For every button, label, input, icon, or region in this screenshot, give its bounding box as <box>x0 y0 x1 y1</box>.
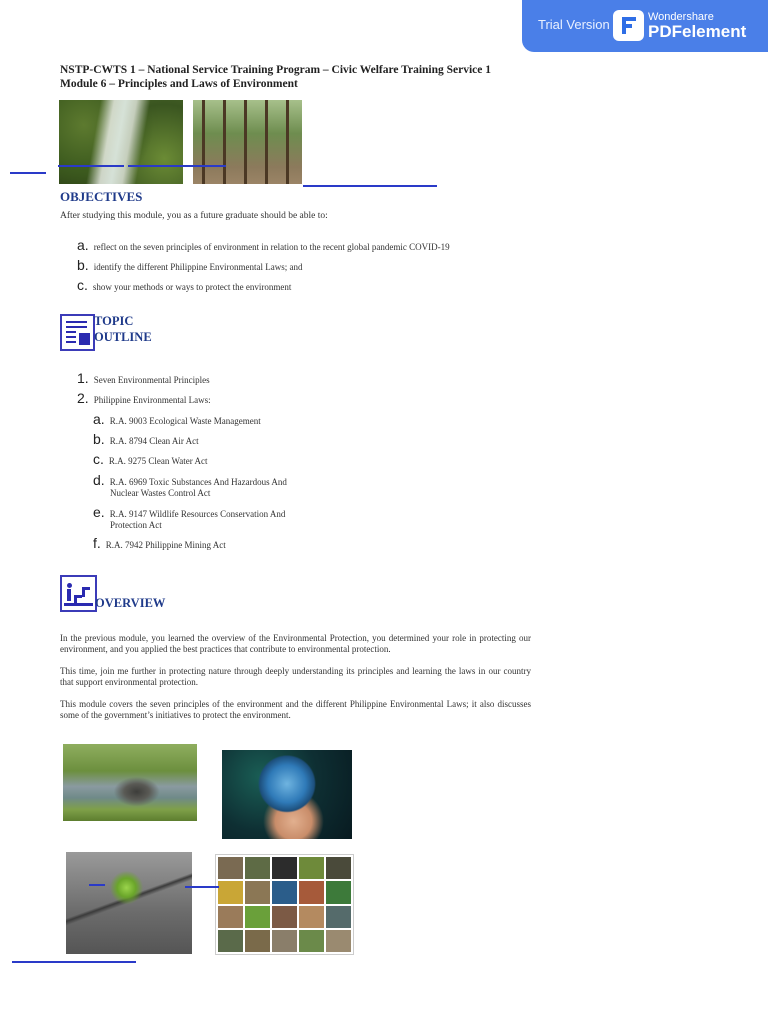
topic-heading-line2: OUTLINE <box>94 330 152 344</box>
annotation-dash <box>12 961 136 963</box>
brand-wondershare: Wondershare <box>648 11 714 23</box>
outline-item: 1. Seven Environmental Principles <box>77 370 210 386</box>
annotation-dash <box>10 172 46 174</box>
wetland-photo <box>63 744 197 821</box>
annotation-dash <box>185 886 219 888</box>
objectives-heading: OBJECTIVES <box>60 189 143 204</box>
objective-item: c. show your methods or ways to protect the environment <box>77 277 292 293</box>
annotation-dash <box>89 884 105 886</box>
pdfelement-logo-icon <box>613 10 644 41</box>
overview-paragraph: In the previous module, you learned the overview of the Environmental Protection, you determined your role in protecting our environment, and you applied the best practices that contribute to environmental protection. <box>60 633 531 654</box>
course-title: NSTP-CWTS 1 – National Service Training Program – Civic Welfare Training Service 1 <box>60 64 492 76</box>
law-item: f. R.A. 7942 Philippine Mining Act <box>93 535 226 551</box>
outline-item: 2. Philippine Environmental Laws: <box>77 390 211 406</box>
module-title: Module 6 – Principles and Laws of Environment <box>60 78 298 90</box>
list-document-icon <box>60 314 95 351</box>
law-item: c. R.A. 9275 Clean Water Act <box>93 451 208 467</box>
forest-photo <box>193 100 302 184</box>
earth-in-hand-photo <box>222 750 352 839</box>
law-item: b. R.A. 8794 Clean Air Act <box>93 431 199 447</box>
topic-heading-line1: TOPIC <box>94 314 134 328</box>
trial-version-label: Trial Version <box>538 17 610 32</box>
annotation-dash <box>128 165 226 167</box>
waterfall-photo <box>59 100 183 184</box>
overview-paragraph: This module covers the seven principles of the environment and the different Philippine Environmental Laws; it also discusses some of the government’s initiatives to protect the environment. <box>60 699 531 720</box>
law-item: d. R.A. 6969 Toxic Substances And Hazardous And Nuclear Wastes Control Act <box>93 472 287 498</box>
law-item: a. R.A. 9003 Ecological Waste Management <box>93 411 261 427</box>
stairs-climb-icon <box>60 575 97 612</box>
annotation-dash <box>303 185 437 187</box>
brand-pdfelement: PDFelement <box>648 22 747 41</box>
pdfelement-trial-badge[interactable] <box>522 0 768 52</box>
overview-heading: OVERVIEW <box>95 596 166 610</box>
overview-paragraph: This time, join me further in protecting nature through deeply understanding its principles and learning the laws in our country that support environmental protection. <box>60 666 531 687</box>
objective-item: a. reflect on the seven principles of environment in relation to the recent global pandemic COVID-19 <box>77 237 450 253</box>
annotation-dash <box>58 165 124 167</box>
objective-item: b. identify the different Philippine Environmental Laws; and <box>77 257 303 273</box>
wildlife-collage-photo <box>215 854 354 955</box>
law-item: e. R.A. 9147 Wildlife Resources Conservation And Protection Act <box>93 504 286 530</box>
objectives-intro: After studying this module, you as a future graduate should be able to: <box>60 211 328 221</box>
sprout-in-crack-photo <box>66 852 192 954</box>
